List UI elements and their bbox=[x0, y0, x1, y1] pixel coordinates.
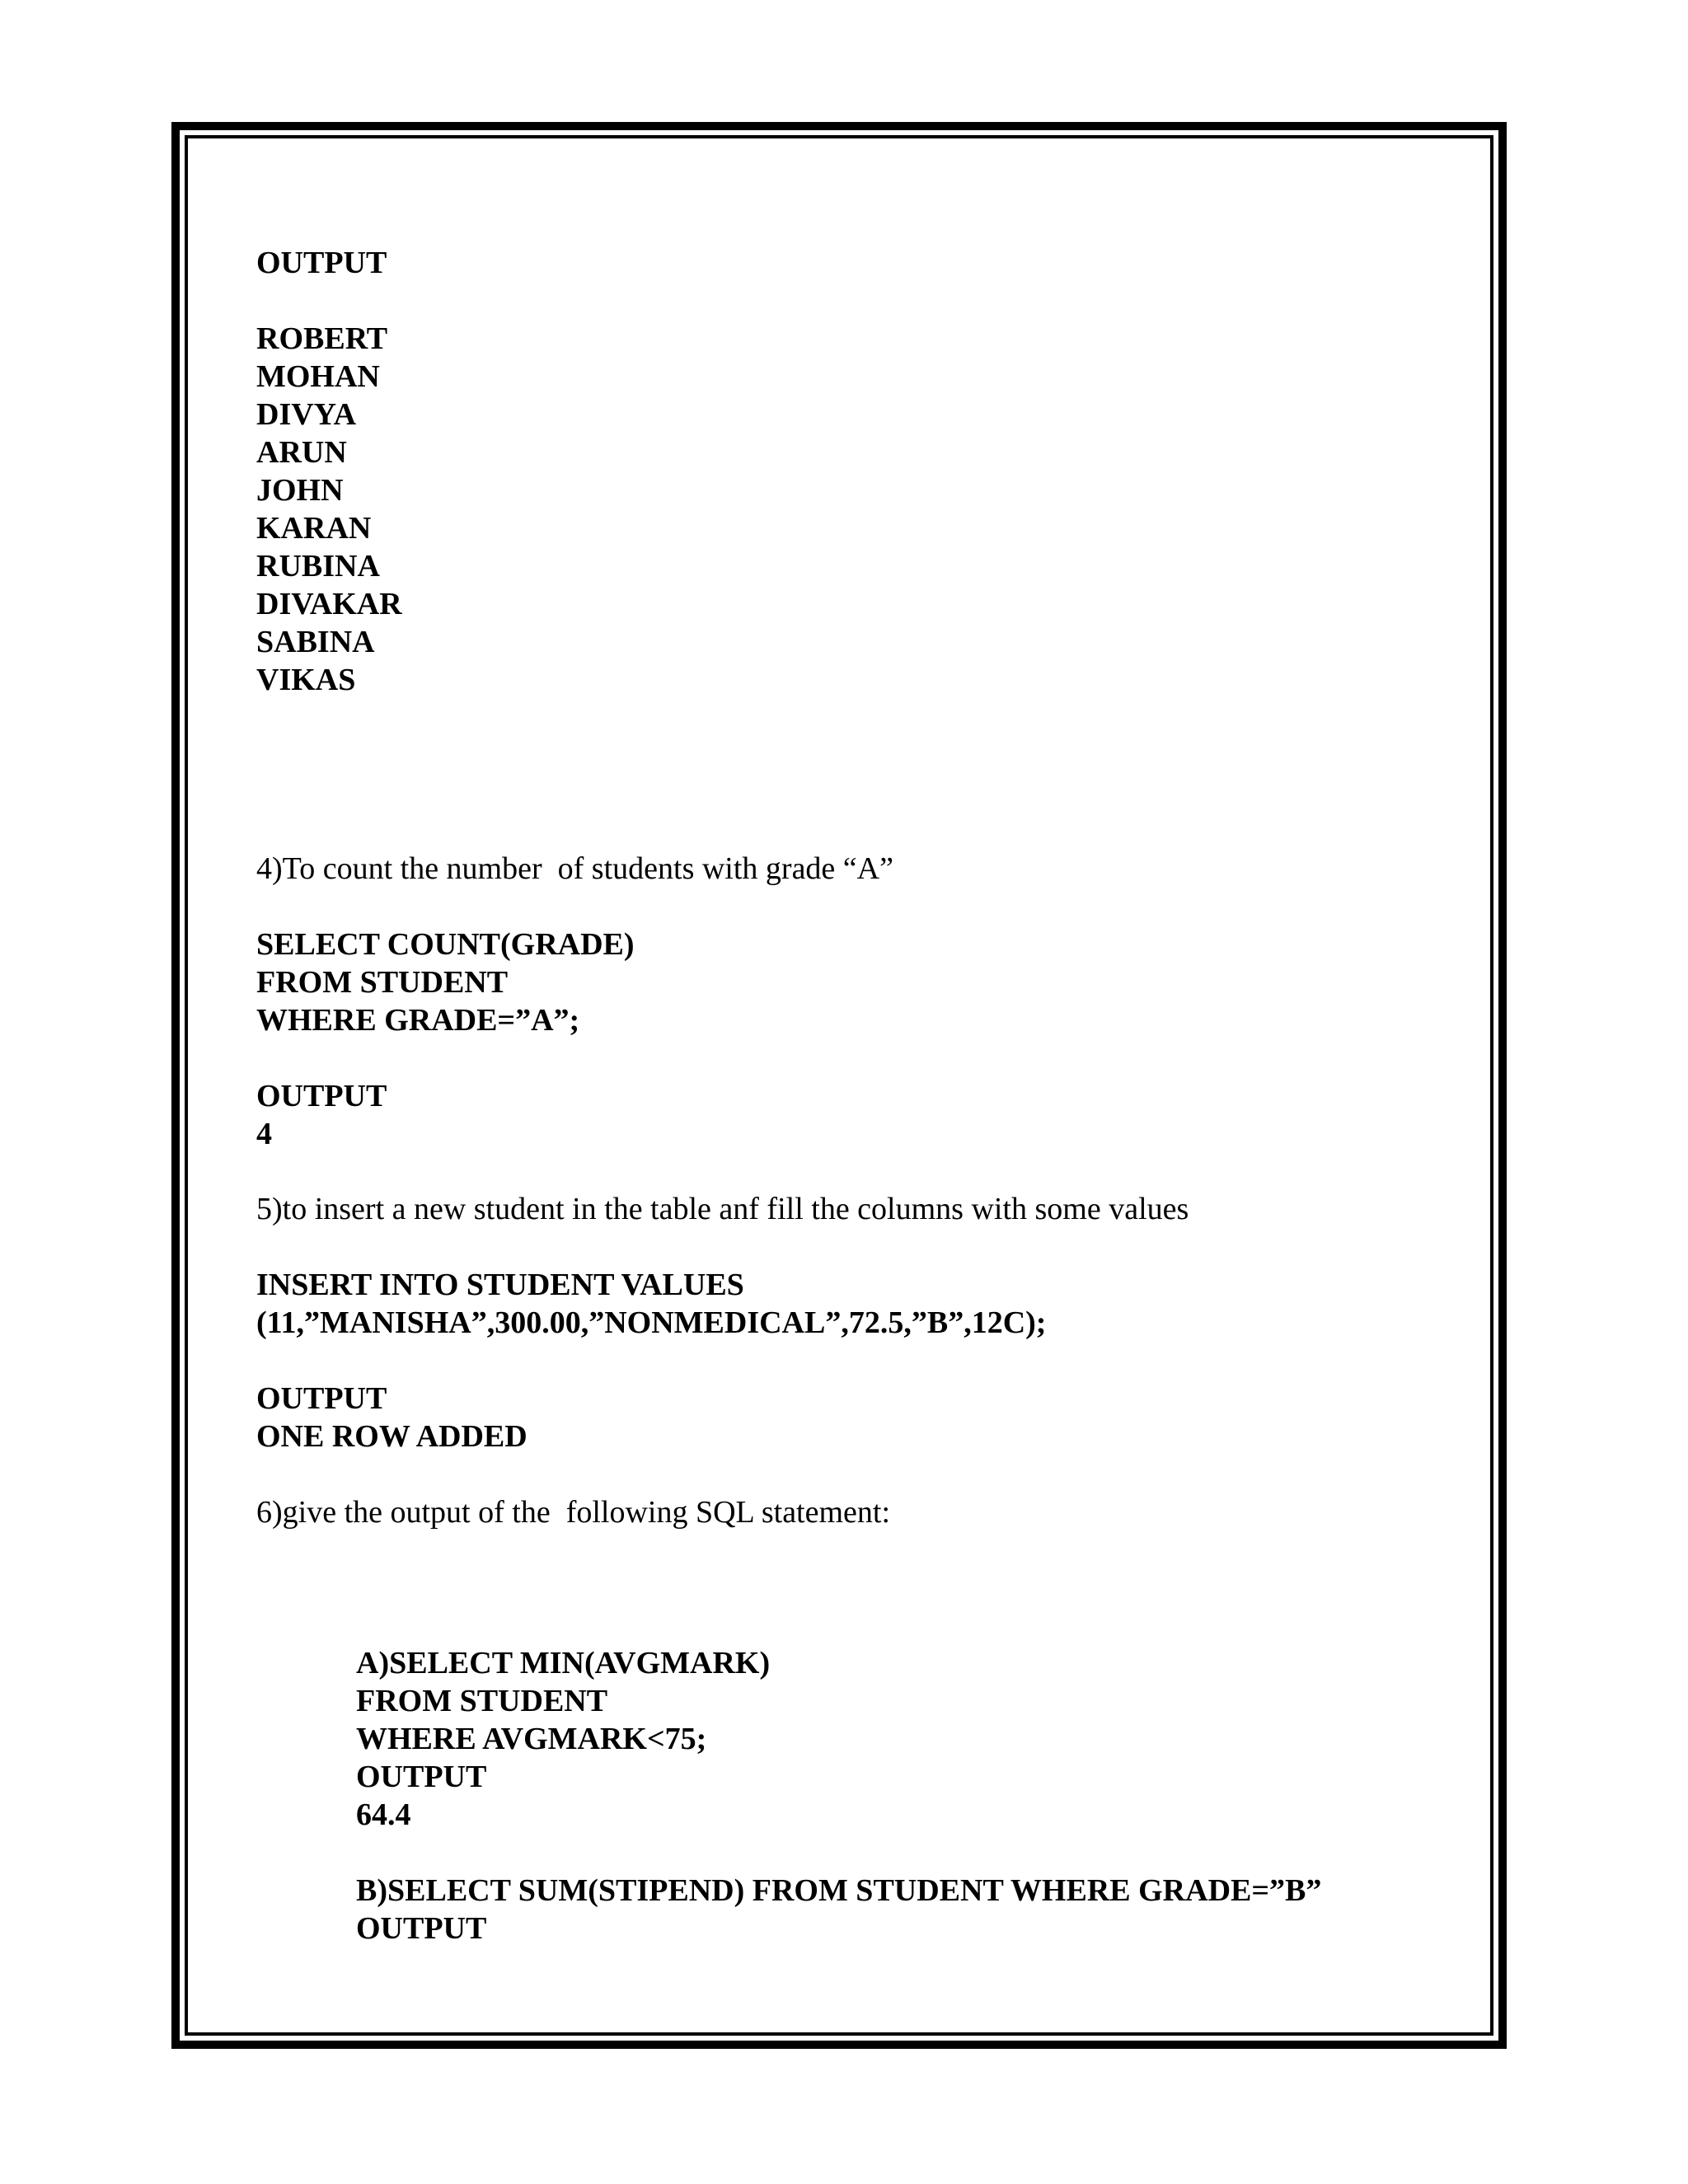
name-item: VIKAS bbox=[256, 663, 356, 697]
sql-line: FROM STUDENT bbox=[356, 1684, 608, 1718]
name-item: DIVAKAR bbox=[256, 587, 402, 621]
question-6: 6)give the output of the following SQL statement: bbox=[256, 1495, 891, 1530]
sql-line: B)SELECT SUM(STIPEND) FROM STUDENT WHERE GRADE=”B” bbox=[356, 1873, 1322, 1908]
output-heading: OUTPUT bbox=[356, 1911, 487, 1946]
name-item: MOHAN bbox=[256, 359, 380, 394]
name-item: ROBERT bbox=[256, 321, 388, 356]
output-value: ONE ROW ADDED bbox=[256, 1419, 528, 1454]
sql-line: A)SELECT MIN(AVGMARK) bbox=[356, 1646, 771, 1680]
output-value: 64.4 bbox=[356, 1797, 411, 1832]
name-item: ARUN bbox=[256, 435, 347, 470]
sql-line: WHERE GRADE=”A”; bbox=[256, 1003, 580, 1038]
name-item: DIVYA bbox=[256, 397, 357, 432]
name-item: RUBINA bbox=[256, 549, 380, 583]
sql-line: (11,”MANISHA”,300.00,”NONMEDICAL”,72.5,”B”,12C); bbox=[256, 1305, 1047, 1340]
output-value: 4 bbox=[256, 1117, 272, 1151]
name-item: JOHN bbox=[256, 473, 344, 508]
output-heading: OUTPUT bbox=[256, 1079, 387, 1113]
sql-line: INSERT INTO STUDENT VALUES bbox=[256, 1268, 744, 1302]
output-heading: OUTPUT bbox=[256, 246, 387, 280]
name-item: KARAN bbox=[256, 511, 372, 546]
output-heading: OUTPUT bbox=[256, 1381, 387, 1416]
sql-line: SELECT COUNT(GRADE) bbox=[256, 927, 635, 962]
sql-line: WHERE AVGMARK<75; bbox=[356, 1722, 707, 1756]
question-5: 5)to insert a new student in the table anf fill the columns with some values bbox=[256, 1192, 1189, 1226]
question-4: 4)To count the number of students with grade “A” bbox=[256, 851, 893, 886]
output-heading: OUTPUT bbox=[356, 1760, 487, 1794]
sql-line: FROM STUDENT bbox=[256, 965, 509, 1000]
name-item: SABINA bbox=[256, 625, 375, 659]
